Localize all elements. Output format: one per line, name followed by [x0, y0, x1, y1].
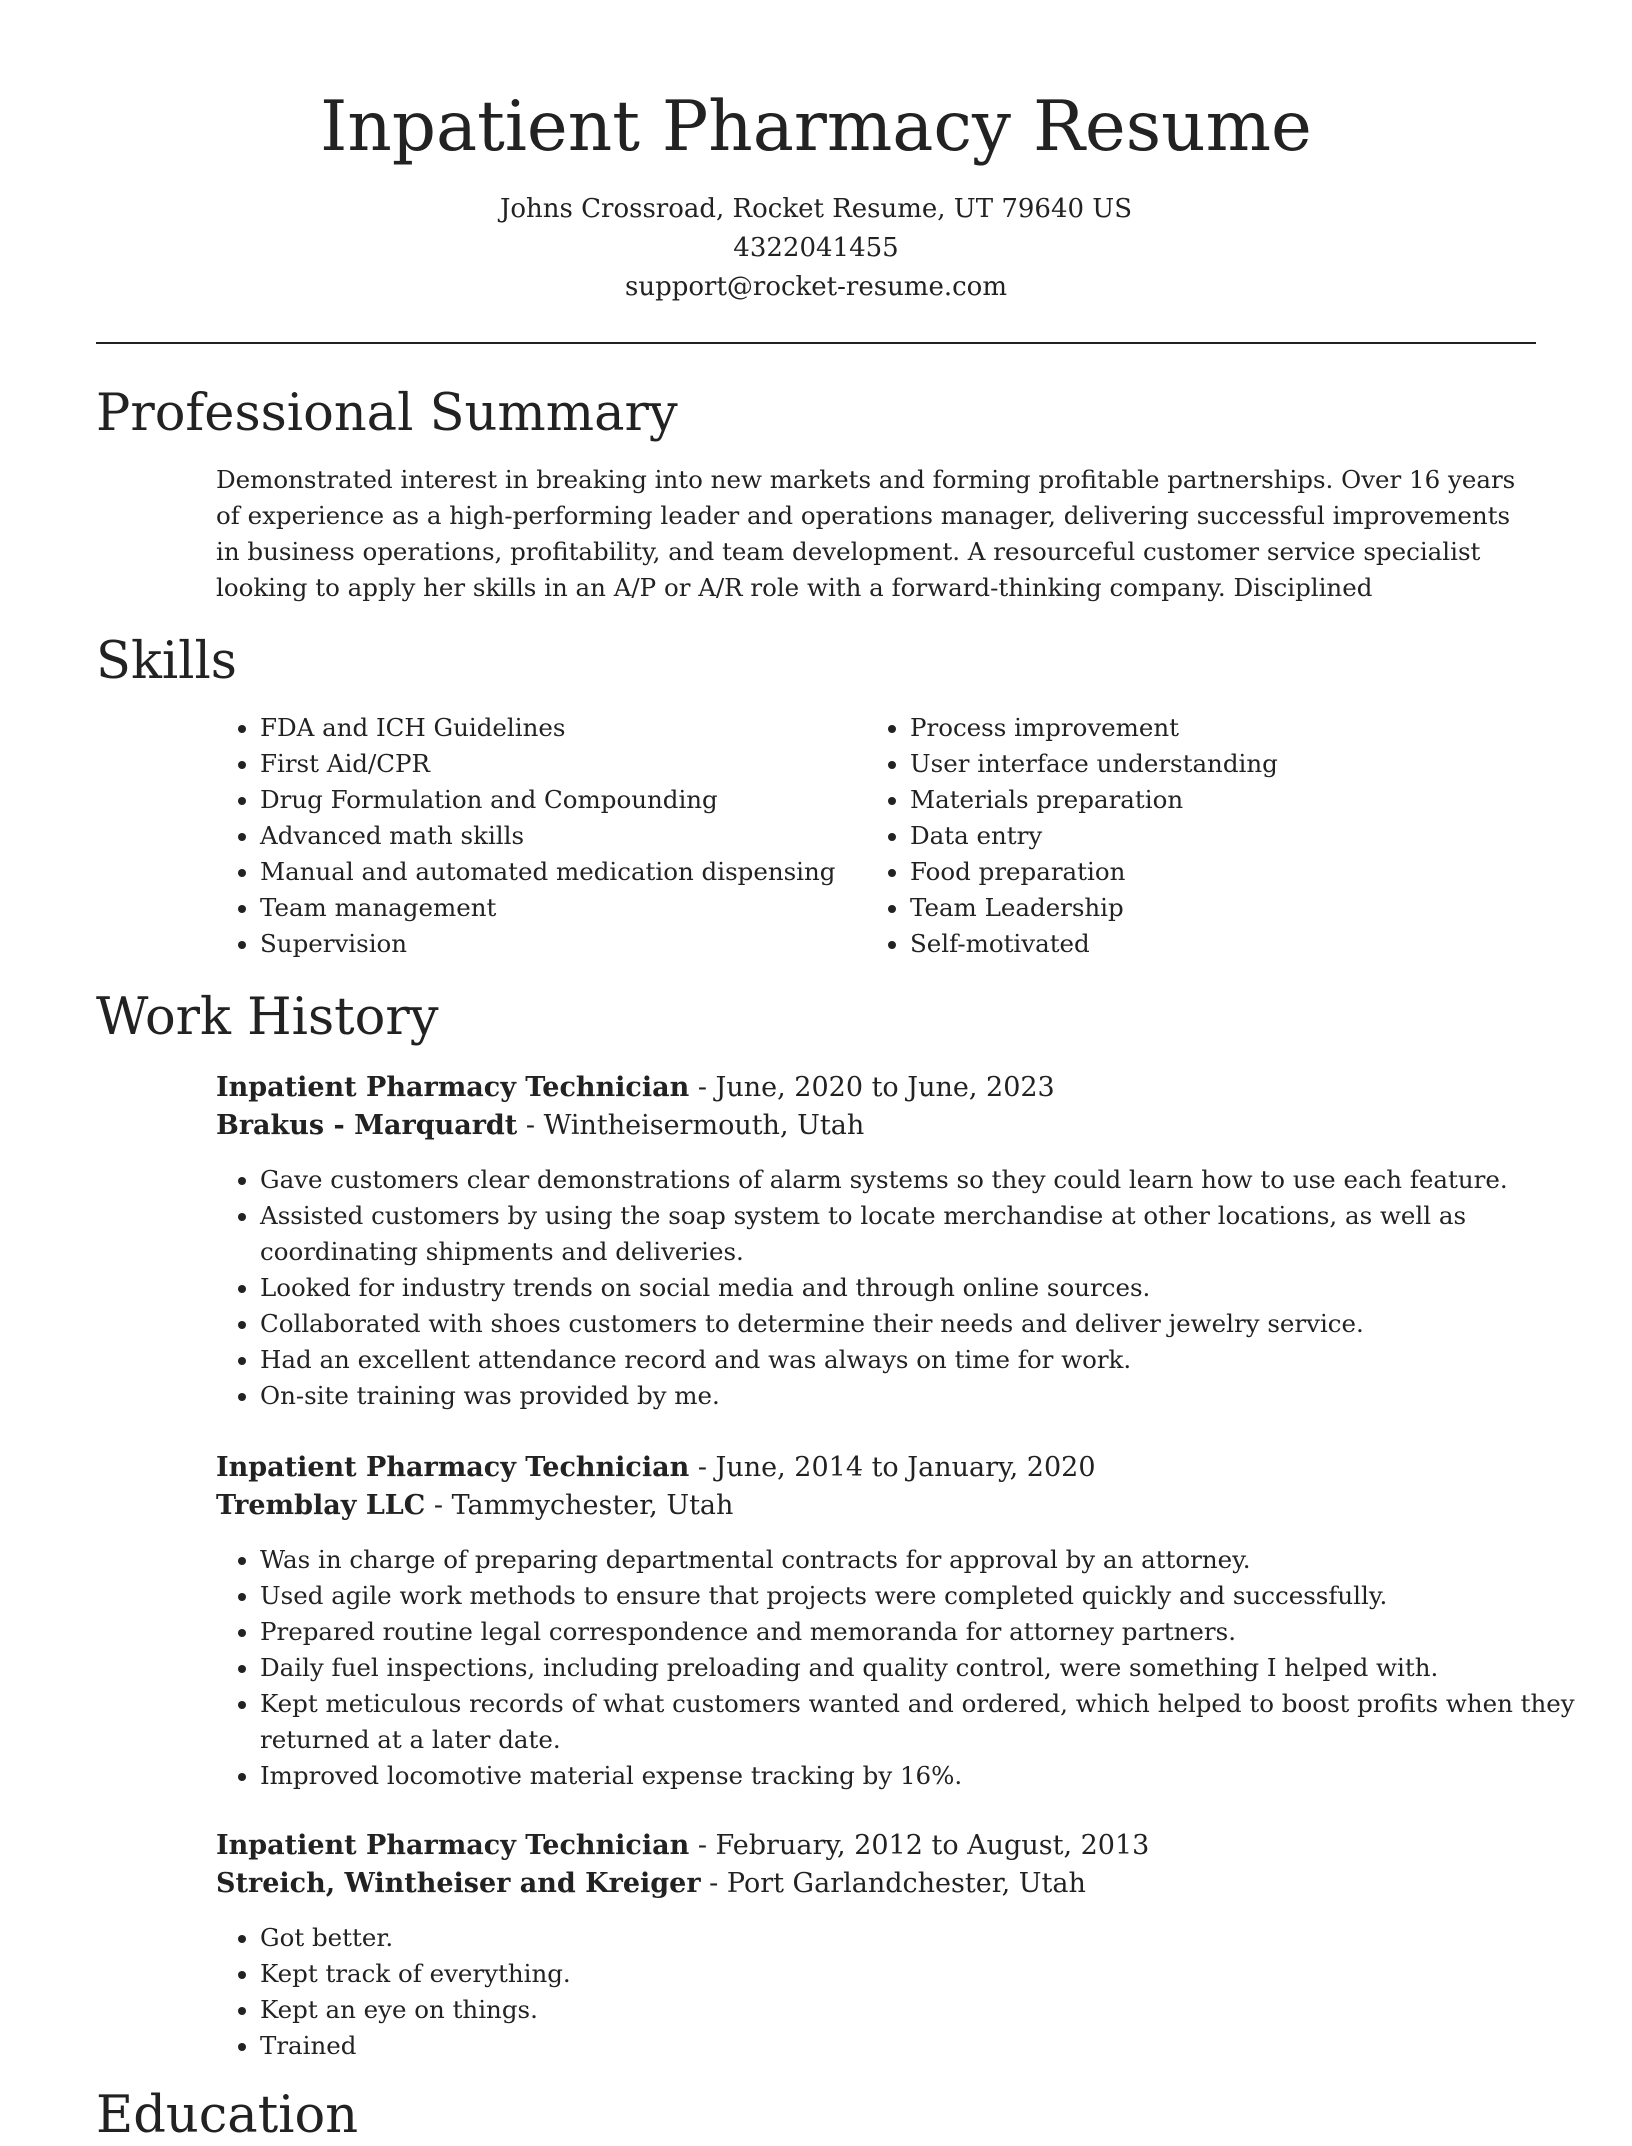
contact-address: Johns Crossroad, Rocket Resume, UT 79640 US	[499, 194, 1133, 224]
job-bullet: • Gave customers clear demonstrations of alarm systems so they could learn how to use each feature.	[260, 1162, 1580, 1198]
job-location: - Tammychester, Utah	[425, 1490, 734, 1521]
skill-item: • Team management	[260, 890, 860, 926]
skills-list-left	[216, 710, 860, 962]
job-bullet: • Had an excellent attendance record and was always on time for work.	[260, 1342, 1580, 1378]
section-heading-work-history: Work History	[96, 988, 439, 1047]
job-bullet: • On-site training was provided by me.	[260, 1378, 1580, 1414]
section-heading-education: Education	[96, 2086, 359, 2145]
job-bullet-list	[216, 1920, 1580, 2064]
summary-text: Demonstrated interest in breaking into new markets and forming profitable partnerships. Over 16 years of experience as a high-performing leader and operations manager, delivering successful improvements in business operations, profitability, and team development. A resourceful customer service specialist looking to apply her skills in an A/P or A/R role with a forward-thinking company. Disciplined	[216, 465, 1516, 602]
skill-item: • Food preparation	[910, 854, 1550, 890]
job-title-line	[216, 1069, 1055, 1107]
skill-item: • Team Leadership	[910, 890, 1550, 926]
job-title-line	[216, 1449, 1096, 1487]
contact-email: support@rocket-resume.com	[624, 272, 1007, 302]
job-bullet: • Daily fuel inspections, including preloading and quality control, were something I helped with.	[260, 1650, 1580, 1686]
contact-phone: 4322041455	[733, 233, 899, 263]
job-bullet: • Kept track of everything.	[260, 1956, 1580, 1992]
skill-item: • Self-motivated	[910, 926, 1550, 962]
job-bullet-list	[216, 1542, 1580, 1794]
job-bullet: • Collaborated with shoes customers to determine their needs and deliver jewelry service.	[260, 1306, 1580, 1342]
job-bullet: • Assisted customers by using the soap system to locate merchandise at other locations, as well as coordinating shipments and deliveries.	[260, 1198, 1580, 1270]
skill-item: • Manual and automated medication dispensing	[260, 854, 860, 890]
job-company-line	[216, 1107, 864, 1145]
job-company: Tremblay LLC	[216, 1490, 426, 1521]
skill-item: • User interface understanding	[910, 746, 1550, 782]
skill-item: • Materials preparation	[910, 782, 1550, 818]
job-dates: - June, 2014 to January, 2020	[689, 1452, 1096, 1483]
skill-item: • Supervision	[260, 926, 860, 962]
job-company: Brakus - Marquardt	[216, 1110, 518, 1141]
skill-item: • First Aid/CPR	[260, 746, 860, 782]
job-dates: - February, 2012 to August, 2013	[689, 1830, 1150, 1861]
resume-title: Inpatient Pharmacy Resume	[320, 87, 1312, 167]
job-location: - Wintheisermouth, Utah	[517, 1110, 865, 1141]
skill-item: • Advanced math skills	[260, 818, 860, 854]
job-bullet: • Was in charge of preparing departmental contracts for approval by an attorney.	[260, 1542, 1580, 1578]
job-bullet: • Got better.	[260, 1920, 1580, 1956]
job-bullet: • Looked for industry trends on social media and through online sources.	[260, 1270, 1580, 1306]
job-bullet: • Used agile work methods to ensure that projects were completed quickly and successfully.	[260, 1578, 1580, 1614]
job-title-line	[216, 1827, 1149, 1865]
skills-list-right	[866, 710, 1550, 962]
job-company-line	[216, 1865, 1086, 1903]
header-divider	[96, 342, 1536, 344]
skill-item: • FDA and ICH Guidelines	[260, 710, 860, 746]
section-heading-summary: Professional Summary	[96, 384, 678, 443]
job-company-line	[216, 1487, 733, 1525]
contact-block	[0, 190, 1632, 307]
skill-item: • Drug Formulation and Compounding	[260, 782, 860, 818]
job-company: Streich, Wintheiser and Kreiger	[216, 1868, 701, 1899]
job-location: - Port Garlandchester, Utah	[700, 1868, 1086, 1899]
job-title: Inpatient Pharmacy Technician	[216, 1452, 690, 1483]
job-bullet: • Kept an eye on things.	[260, 1992, 1580, 2028]
job-dates: - June, 2020 to June, 2023	[689, 1072, 1055, 1103]
job-bullet: • Kept meticulous records of what customers wanted and ordered, which helped to boost profits when they returned at a later date.	[260, 1686, 1580, 1758]
job-title: Inpatient Pharmacy Technician	[216, 1072, 690, 1103]
job-bullet-list	[216, 1162, 1580, 1414]
job-bullet: • Trained	[260, 2028, 1580, 2064]
job-title: Inpatient Pharmacy Technician	[216, 1830, 690, 1861]
section-heading-skills: Skills	[96, 632, 237, 691]
skill-item: • Process improvement	[910, 710, 1550, 746]
skill-item: • Data entry	[910, 818, 1550, 854]
job-bullet: • Improved locomotive material expense tracking by 16%.	[260, 1758, 1580, 1794]
job-bullet: • Prepared routine legal correspondence and memoranda for attorney partners.	[260, 1614, 1580, 1650]
